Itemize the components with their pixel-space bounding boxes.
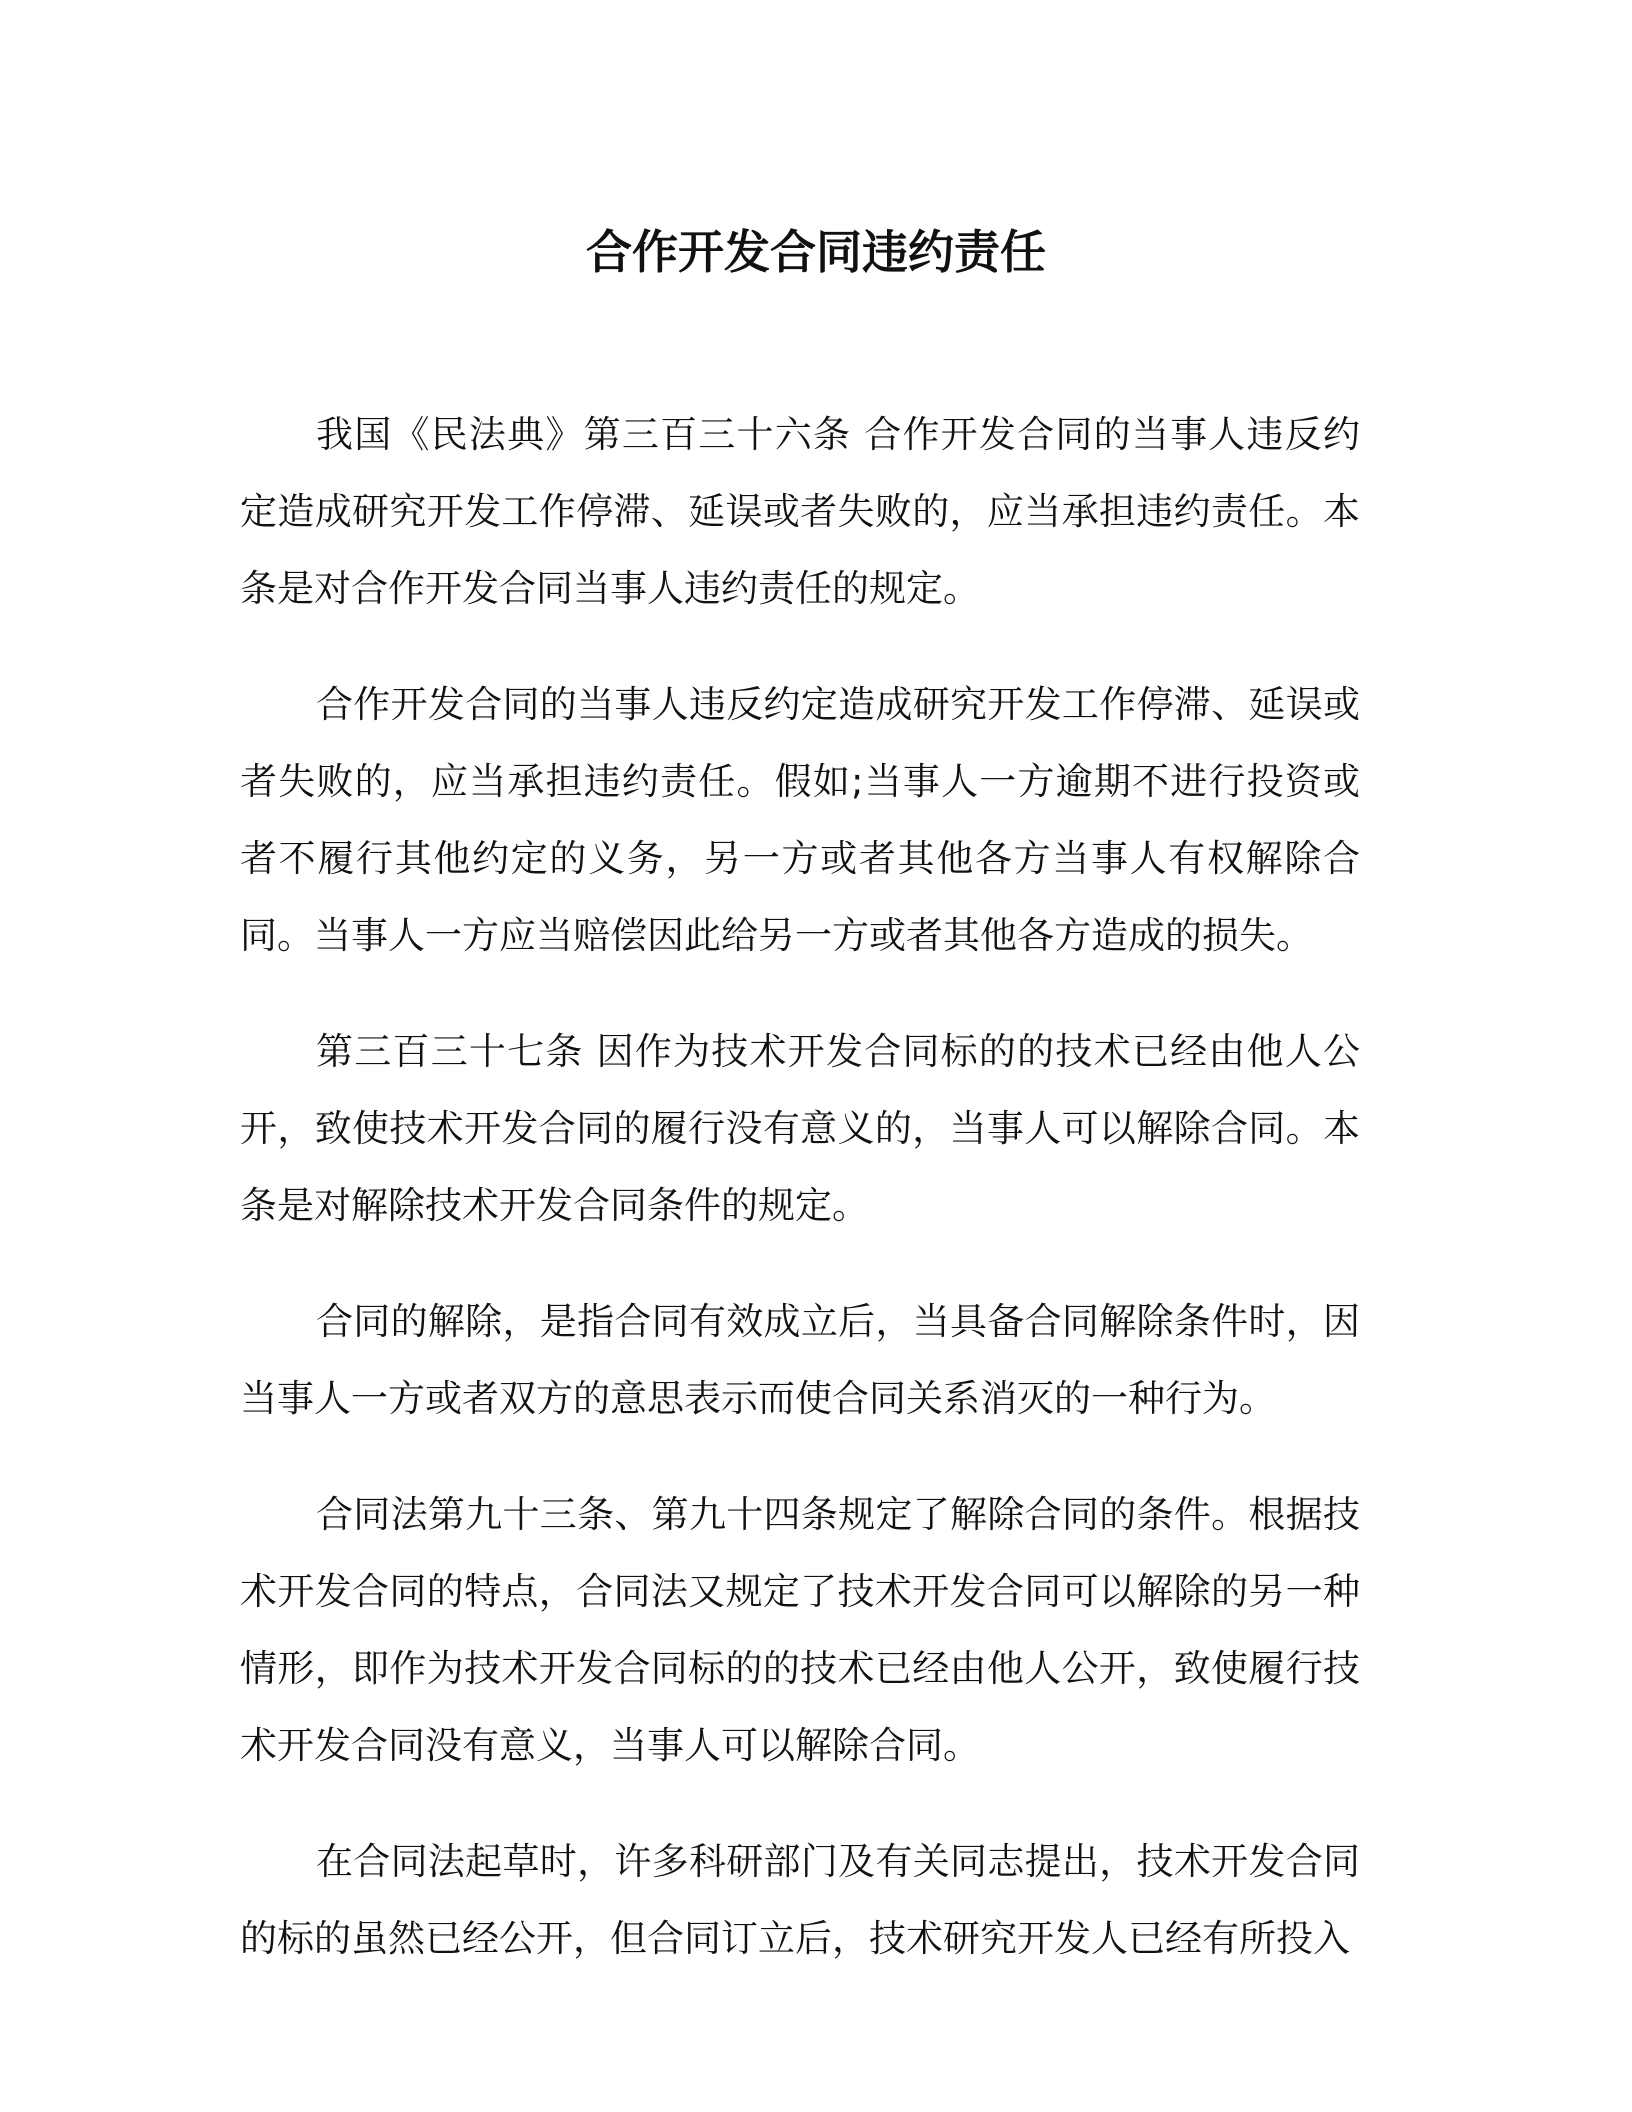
paragraph: 合同的解除，是指合同有效成立后，当具备合同解除条件时，因当事人一方或者双方的意思表示而使合同关系消灭的一种行为。 [240, 1300, 1360, 1420]
paragraph: 合同法第九十三条、第九十四条规定了解除合同的条件。根据技术开发合同的特点，合同法又规定了技术开发合同可以解除的另一种情形，即作为技术开发合同标的的技术已经由他人公开，致使履行技术开发合同没有意义，当事人可以解除合同。 [240, 1493, 1360, 1767]
paragraph: 第三百三十七条 因作为技术开发合同标的的技术已经由他人公开，致使技术开发合同的履行没有意义的，当事人可以解除合同。本条是对解除技术开发合同条件的规定。 [240, 1030, 1360, 1227]
paragraph: 合作开发合同的当事人违反约定造成研究开发工作停滞、延误或者失败的，应当承担违约责任。假如;当事人一方逾期不进行投资或者不履行其他约定的义务，另一方或者其他各方当事人有权解除合同。当事人一方应当赔偿因此给另一方或者其他各方造成的损失。 [240, 683, 1360, 957]
document-title: 合作开发合同违约责任 [586, 225, 1046, 279]
paragraph: 在合同法起草时，许多科研部门及有关同志提出，技术开发合同的标的虽然已经公开，但合同订立后，技术研究开发人已经有所投入 [240, 1840, 1360, 1960]
document-body [240, 396, 1360, 2016]
paragraph: 我国《民法典》第三百三十六条 合作开发合同的当事人违反约定造成研究开发工作停滞、延误或者失败的，应当承担违约责任。本条是对合作开发合同当事人违约责任的规定。 [240, 413, 1360, 610]
